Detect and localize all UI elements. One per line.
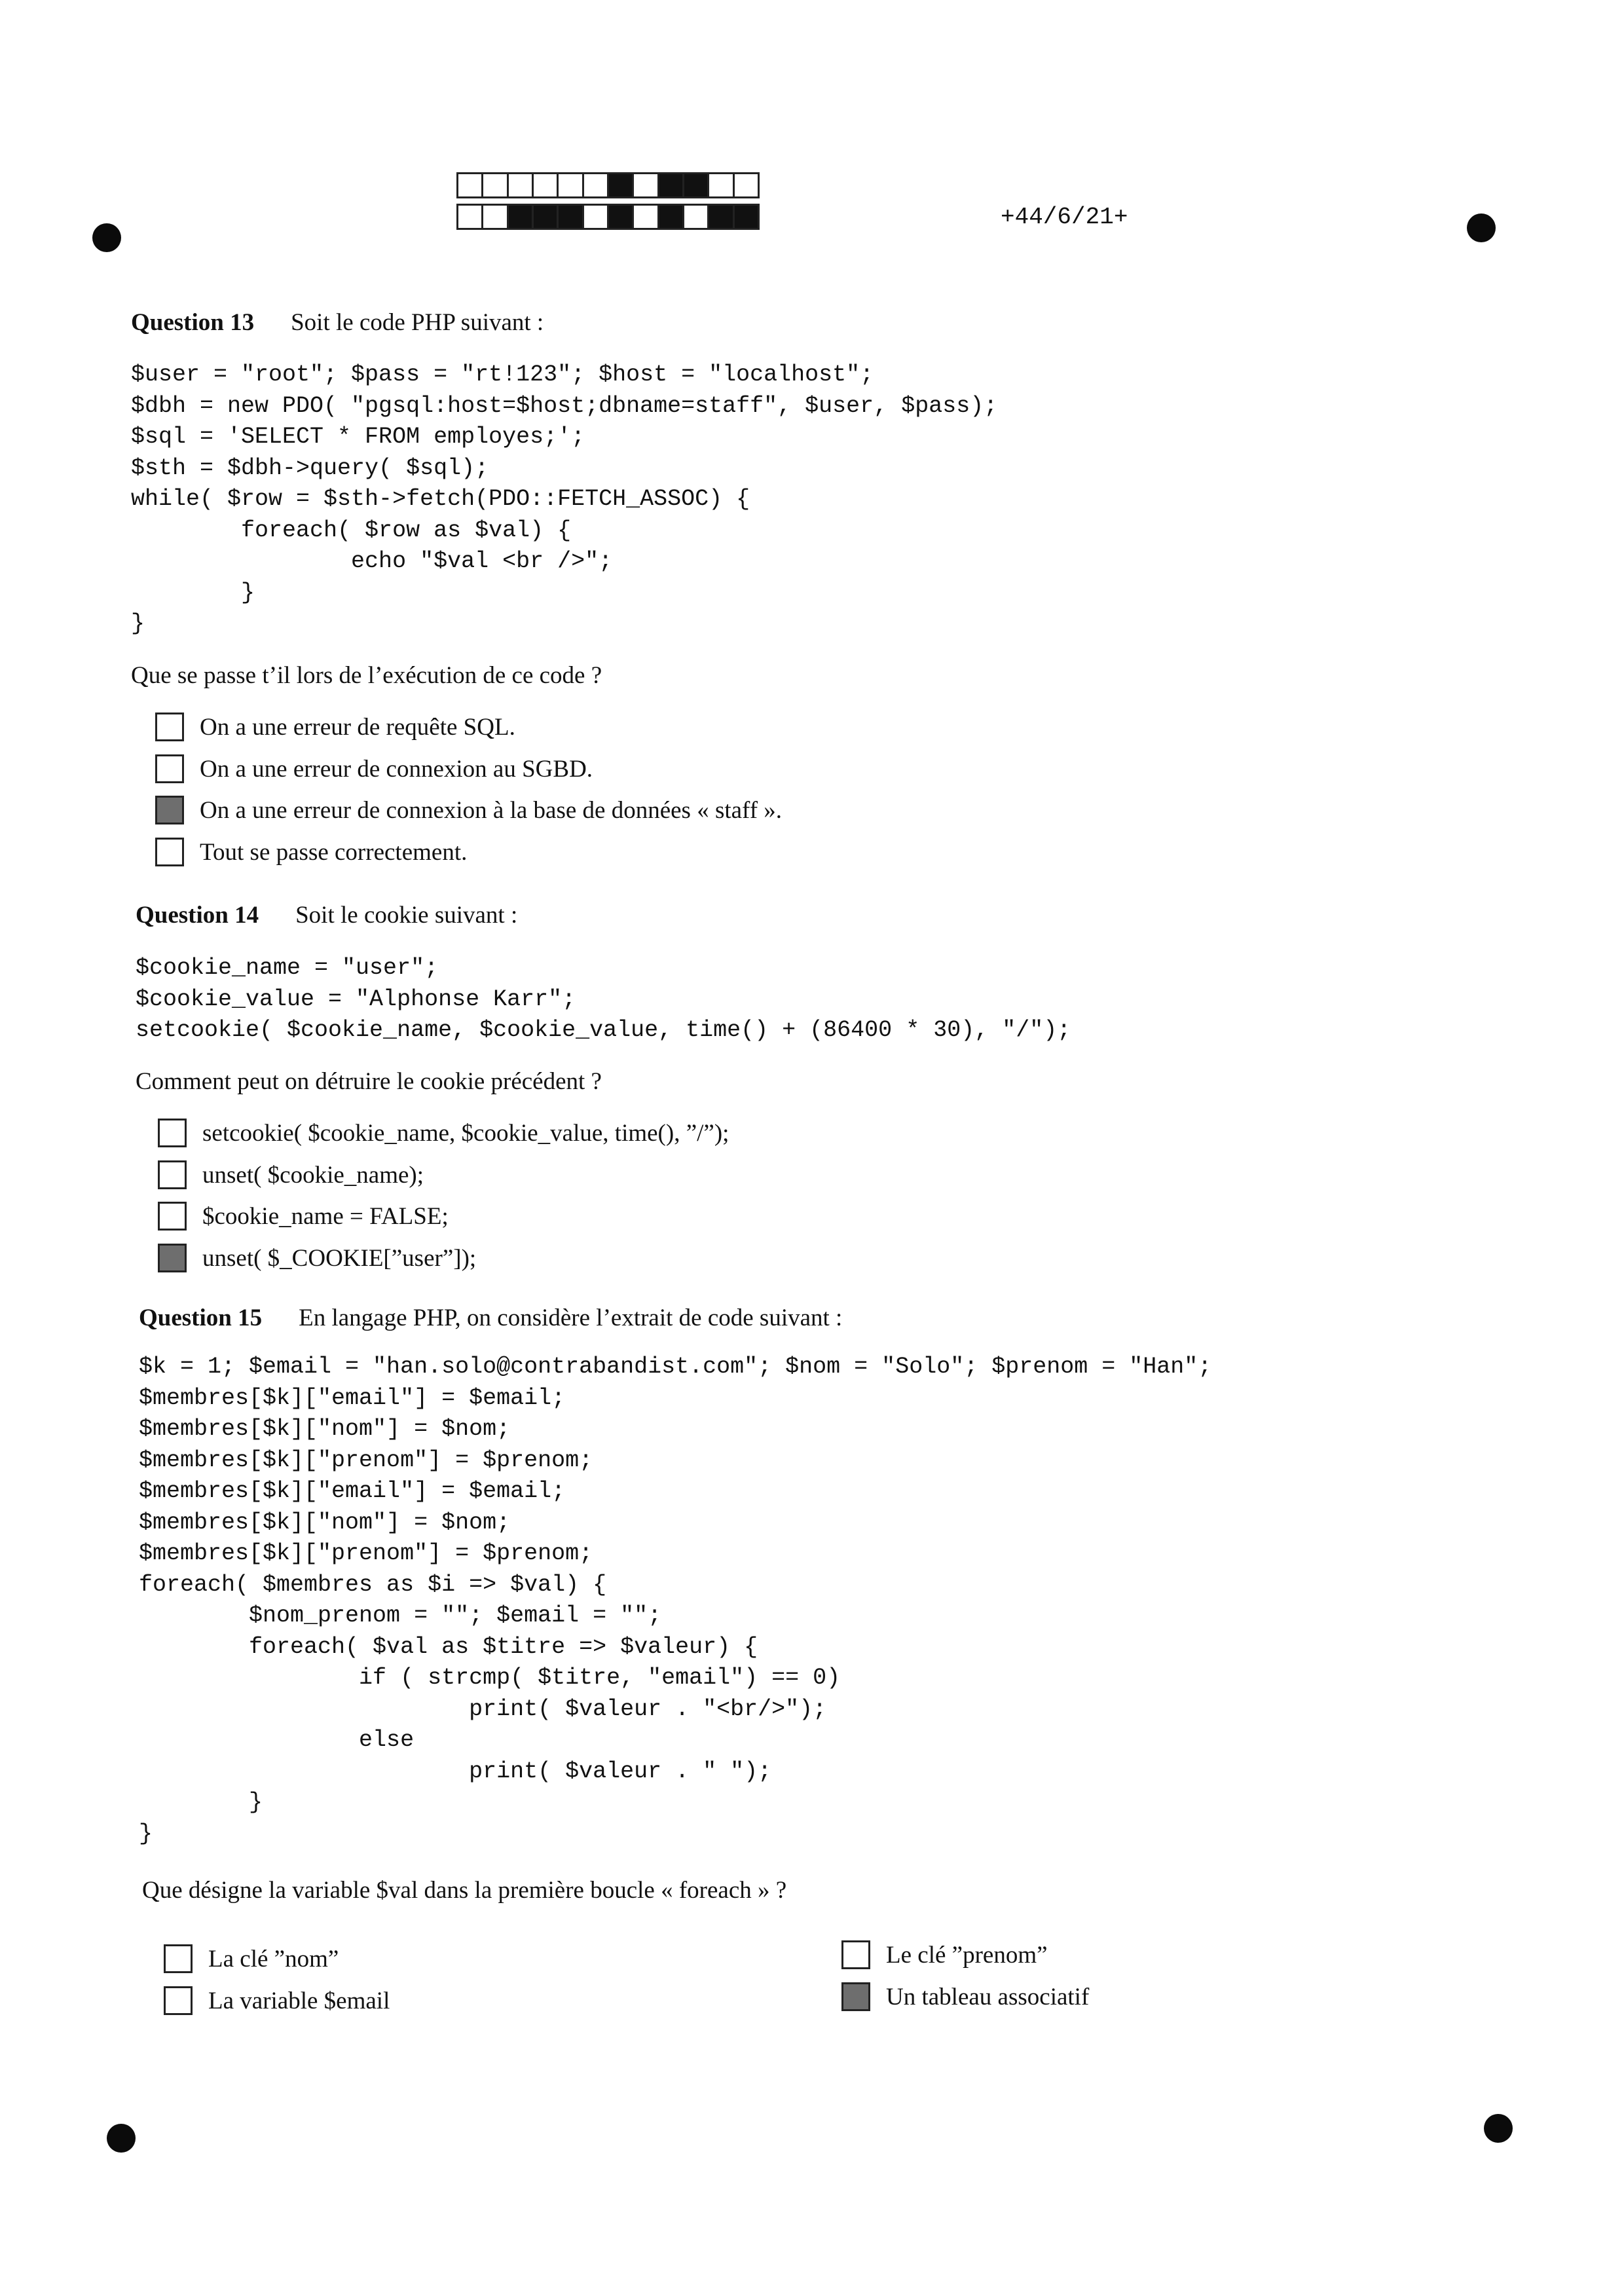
option-label: unset( $_COOKIE[”user”]); — [202, 1244, 477, 1272]
answer-option[interactable] — [158, 1244, 476, 1272]
code-cell — [582, 204, 609, 230]
question-intro: En langage PHP, on considère l’extrait de code suivant : — [299, 1305, 843, 1331]
option-label: Un tableau associatif — [886, 1983, 1090, 2010]
code-cell — [456, 204, 483, 230]
option-label: On a une erreur de connexion au SGBD. — [200, 755, 593, 783]
code-cell — [557, 172, 583, 198]
code-cell — [733, 204, 760, 230]
answer-checkbox[interactable] — [155, 713, 184, 741]
question-prompt: Que désigne la variable $val dans la première boucle « foreach » ? — [142, 1877, 787, 1904]
answer-option[interactable] — [841, 1982, 1089, 2011]
code-cell — [657, 172, 684, 198]
code-cell — [707, 172, 734, 198]
code-cell — [481, 172, 508, 198]
code-cell — [682, 204, 709, 230]
answer-checkbox[interactable] — [158, 1202, 187, 1231]
code-cell — [707, 204, 734, 230]
answer-option[interactable] — [164, 1986, 390, 2015]
code-cell — [607, 172, 634, 198]
code-cell — [507, 172, 534, 198]
code-cell — [507, 204, 534, 230]
code-cell — [607, 204, 634, 230]
code-row — [458, 204, 760, 230]
answer-checkbox[interactable] — [155, 838, 184, 866]
code-cell — [657, 204, 684, 230]
registration-mark — [92, 223, 121, 252]
registration-mark — [1484, 2114, 1513, 2143]
answer-option[interactable] — [158, 1119, 729, 1147]
option-label: La clé ”nom” — [208, 1945, 339, 1972]
registration-mark — [107, 2124, 136, 2153]
question-label: Question 13 — [131, 309, 255, 336]
question-13-heading — [131, 308, 544, 337]
code-cell — [733, 172, 760, 198]
question-14-heading — [136, 901, 517, 929]
option-label: unset( $cookie_name); — [202, 1161, 424, 1189]
answer-option[interactable] — [155, 796, 782, 824]
code-cell — [557, 204, 583, 230]
code-cell — [481, 204, 508, 230]
code-block: $user = "root"; $pass = "rt!123"; $host = "localhost"; $dbh = new PDO( "pgsql:host=$host;dbname=staff", $user, $pass); $sql = 'SELECT * FROM employes;'; $sth = $dbh->query( $sql); while( $row = $sth->fetch(PDO::FETCH_ASSOC) { foreach( $row as $val) { echo "$val <br />"; } } — [131, 361, 998, 637]
registration-mark — [1467, 213, 1496, 242]
code-cell — [456, 172, 483, 198]
page-id: +44/6/21+ — [1001, 204, 1128, 231]
code-cell — [532, 204, 559, 230]
option-label: $cookie_name = FALSE; — [202, 1202, 449, 1230]
option-label: setcookie( $cookie_name, $cookie_value, time(), ”/”); — [202, 1119, 729, 1147]
question-prompt: Que se passe t’il lors de l’exécution de ce code ? — [131, 662, 602, 689]
option-label: On a une erreur de connexion à la base de données « staff ». — [200, 796, 783, 824]
question-prompt: Comment peut on détruire le cookie précédent ? — [136, 1068, 602, 1095]
answer-option[interactable] — [155, 754, 593, 783]
answer-option[interactable] — [164, 1944, 339, 1973]
answer-checkbox[interactable] — [158, 1244, 187, 1272]
answer-option[interactable] — [155, 838, 467, 866]
code-cell — [532, 172, 559, 198]
question-15-heading — [139, 1304, 842, 1332]
answer-checkbox[interactable] — [164, 1986, 193, 2015]
answer-option[interactable] — [158, 1202, 449, 1231]
code-block: $k = 1; $email = "han.solo@contrabandist.com"; $nom = "Solo"; $prenom = "Han"; $membres[$k]["email"] = $email; $membres[$k]["nom"] = $nom; $membres[$k]["prenom"] = $prenom; $membres[$k]["email"] = $email; $membres[$k]["nom"] = $nom; $membres[$k]["prenom"] = $prenom; foreach( $membres as $i => $val) { $nom_prenom = ""; $email = ""; foreach( $val as $titre => $valeur) { if ( strcmp( $titre, "email") == 0) print( $valeur . "<br/>"); else print( $valeur . " "); } } — [139, 1354, 1212, 1847]
question-label: Question 14 — [136, 902, 259, 929]
answer-option[interactable] — [155, 713, 515, 741]
answer-option[interactable] — [841, 1940, 1048, 1969]
answer-checkbox[interactable] — [155, 796, 184, 824]
question-label: Question 15 — [139, 1305, 263, 1331]
code-row — [458, 172, 760, 198]
code-block: $cookie_name = "user"; $cookie_value = "Alphonse Karr"; setcookie( $cookie_name, $cookie_value, time() + (86400 * 30), "/"); — [136, 955, 1071, 1043]
code-cell — [682, 172, 709, 198]
answer-option[interactable] — [158, 1160, 424, 1189]
answer-checkbox[interactable] — [155, 754, 184, 783]
answer-checkbox[interactable] — [841, 1982, 870, 2011]
answer-checkbox[interactable] — [158, 1160, 187, 1189]
option-label: Tout se passe correctement. — [200, 838, 468, 866]
answer-checkbox[interactable] — [158, 1119, 187, 1147]
question-intro: Soit le code PHP suivant : — [291, 309, 544, 336]
page-binary-code — [458, 172, 760, 235]
option-label: La variable $email — [208, 1987, 390, 2014]
code-cell — [632, 204, 659, 230]
question-intro: Soit le cookie suivant : — [295, 902, 518, 929]
code-cell — [582, 172, 609, 198]
answer-checkbox[interactable] — [164, 1944, 193, 1973]
option-label: Le clé ”prenom” — [886, 1941, 1048, 1969]
answer-checkbox[interactable] — [841, 1940, 870, 1969]
option-label: On a une erreur de requête SQL. — [200, 713, 515, 741]
code-cell — [632, 172, 659, 198]
